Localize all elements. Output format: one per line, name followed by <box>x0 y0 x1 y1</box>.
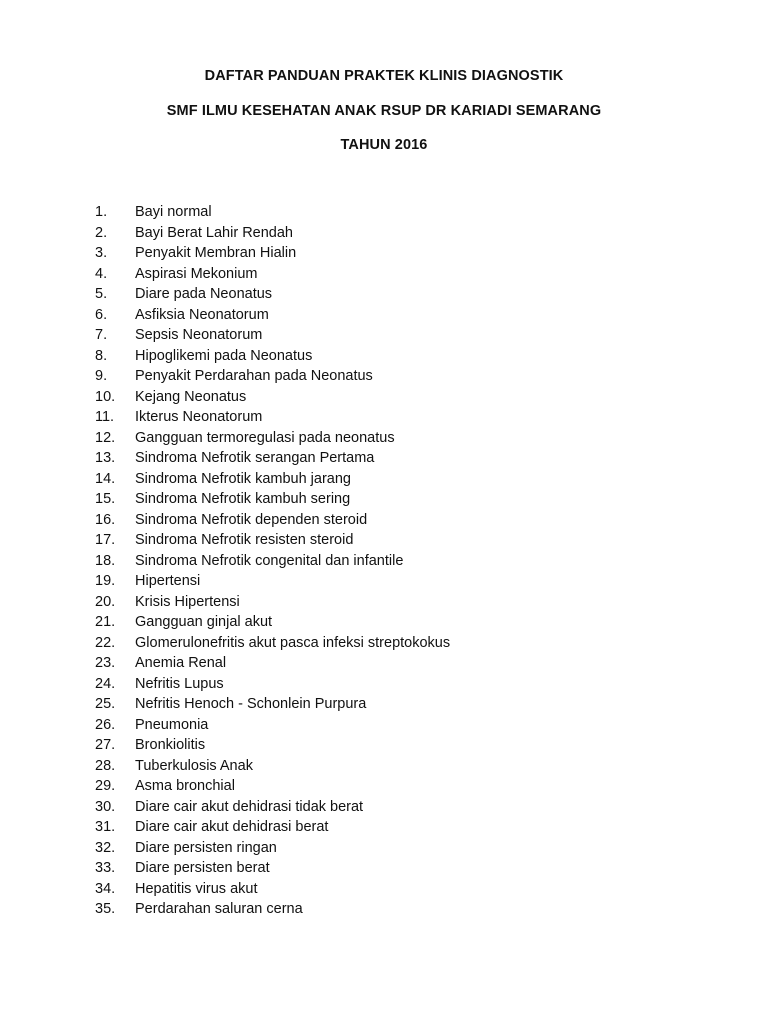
list-item-label: Gangguan ginjal akut <box>135 614 273 630</box>
list-item-number: 30. <box>95 798 116 815</box>
list-item-number: 22. <box>95 634 116 651</box>
list-item-label: Diare pada Neonatus <box>135 286 273 302</box>
list-item <box>0 223 768 244</box>
list-item <box>0 325 768 346</box>
list-item-label: Nefritis Lupus <box>135 675 224 692</box>
list-item-number: 19. <box>95 573 116 589</box>
list-item-number: 8. <box>95 347 108 364</box>
list-item <box>0 776 768 797</box>
list-item-number: 25. <box>95 696 116 712</box>
list-item <box>0 366 768 387</box>
list-item-label: Diare persisten berat <box>135 860 270 876</box>
list-item <box>0 756 768 777</box>
list-item <box>0 653 768 674</box>
list-item-label: Tuberkulosis Anak <box>135 757 253 774</box>
list-item-label: Diare cair akut dehidrasi tidak berat <box>135 798 364 815</box>
list-item <box>0 264 768 285</box>
list-item-label: Asma bronchial <box>135 778 235 794</box>
list-item <box>0 838 768 859</box>
list-item-label: Sindroma Nefrotik serangan Pertama <box>135 450 375 466</box>
list-item-number: 17. <box>95 532 116 548</box>
list-item-label: Hepatitis virus akut <box>135 880 258 897</box>
list-item-number: 31. <box>95 819 116 835</box>
list-item <box>0 899 768 920</box>
list-item-label: Gangguan termoregulasi pada neonatus <box>135 429 395 446</box>
list-item <box>0 715 768 736</box>
list-item-label: Penyakit Perdarahan pada Neonatus <box>135 368 373 384</box>
list-item-label: Sindroma Nefrotik dependen steroid <box>135 511 368 528</box>
list-item-label: Asfiksia Neonatorum <box>135 306 269 323</box>
list-item <box>0 202 768 223</box>
list-item-label: Anemia Renal <box>135 655 227 671</box>
list-item <box>0 879 768 900</box>
list-item-number: 7. <box>95 327 108 343</box>
list-item-number: 10. <box>95 388 116 405</box>
list-item <box>0 305 768 326</box>
list-item <box>0 592 768 613</box>
list-item-number: 5. <box>95 286 108 302</box>
list-item-label: Diare persisten ringan <box>135 839 277 856</box>
list-item-label: Diare cair akut dehidrasi berat <box>135 819 329 835</box>
list-item-number: 4. <box>95 265 108 282</box>
list-item <box>0 735 768 756</box>
list-item-number: 29. <box>95 778 116 794</box>
list-item-number: 1. <box>95 204 108 220</box>
list-item <box>0 407 768 428</box>
list-item <box>0 428 768 449</box>
list-item-number: 18. <box>95 552 116 569</box>
document-title: DAFTAR PANDUAN PRAKTEK KLINIS DIAGNOSTIK <box>204 68 564 84</box>
list-item-number: 9. <box>95 368 108 384</box>
list-item-label: Pneumonia <box>135 716 209 733</box>
list-item-label: Sindroma Nefrotik kambuh sering <box>135 491 351 507</box>
list-item-number: 20. <box>95 593 116 610</box>
list-item-number: 21. <box>95 614 116 630</box>
list-item-label: Sepsis Neonatorum <box>135 327 263 343</box>
list-item-number: 23. <box>95 655 116 671</box>
list-item-label: Glomerulonefritis akut pasca infeksi streptokokus <box>135 634 451 651</box>
list-item-number: 6. <box>95 306 108 323</box>
list-item <box>0 817 768 838</box>
list-item-number: 26. <box>95 716 116 733</box>
list-item-number: 28. <box>95 757 116 774</box>
list-item-label: Bronkiolitis <box>135 737 206 753</box>
list-item-number: 27. <box>95 737 116 753</box>
list-item-label: Perdarahan saluran cerna <box>135 901 303 917</box>
list-item <box>0 469 768 490</box>
list-item <box>0 346 768 367</box>
list-item <box>0 694 768 715</box>
list-item-label: Bayi normal <box>135 204 212 220</box>
list-item <box>0 633 768 654</box>
list-item-label: Hipoglikemi pada Neonatus <box>135 347 313 364</box>
list-item-number: 13. <box>95 450 116 466</box>
list-item <box>0 387 768 408</box>
list-item <box>0 674 768 695</box>
list-item-number: 3. <box>95 245 108 261</box>
diagnosis-list <box>0 202 768 920</box>
list-item-label: Bayi Berat Lahir Rendah <box>135 224 293 241</box>
list-item-label: Hipertensi <box>135 573 201 589</box>
list-item-number: 11. <box>95 409 115 425</box>
list-item <box>0 551 768 572</box>
list-item <box>0 510 768 531</box>
list-item <box>0 489 768 510</box>
list-item-label: Ikterus Neonatorum <box>135 409 263 425</box>
document-year: TAHUN 2016 <box>340 137 428 153</box>
list-item-number: 32. <box>95 839 116 856</box>
list-item <box>0 243 768 264</box>
list-item <box>0 797 768 818</box>
list-item-label: Nefritis Henoch - Schonlein Purpura <box>135 696 367 712</box>
list-item-label: Kejang Neonatus <box>135 388 247 405</box>
list-item-number: 35. <box>95 901 116 917</box>
list-item-number: 16. <box>95 511 116 528</box>
list-item-label: Krisis Hipertensi <box>135 593 240 610</box>
list-item <box>0 448 768 469</box>
list-item-number: 15. <box>95 491 116 507</box>
list-item-number: 24. <box>95 675 116 692</box>
list-item-label: Sindroma Nefrotik resisten steroid <box>135 532 354 548</box>
list-item-number: 2. <box>95 224 108 241</box>
list-item-number: 34. <box>95 880 116 897</box>
list-item-number: 14. <box>95 470 116 487</box>
list-item-label: Sindroma Nefrotik congenital dan infantile <box>135 552 404 569</box>
list-item <box>0 530 768 551</box>
list-item <box>0 284 768 305</box>
list-item-label: Sindroma Nefrotik kambuh jarang <box>135 470 351 487</box>
list-item-number: 12. <box>95 429 116 446</box>
document-subtitle: SMF ILMU KESEHATAN ANAK RSUP DR KARIADI SEMARANG <box>166 103 602 119</box>
list-item-label: Penyakit Membran Hialin <box>135 245 297 261</box>
list-item-label: Aspirasi Mekonium <box>135 265 258 282</box>
list-item-number: 33. <box>95 860 116 876</box>
list-item <box>0 612 768 633</box>
list-item <box>0 571 768 592</box>
list-item <box>0 858 768 879</box>
